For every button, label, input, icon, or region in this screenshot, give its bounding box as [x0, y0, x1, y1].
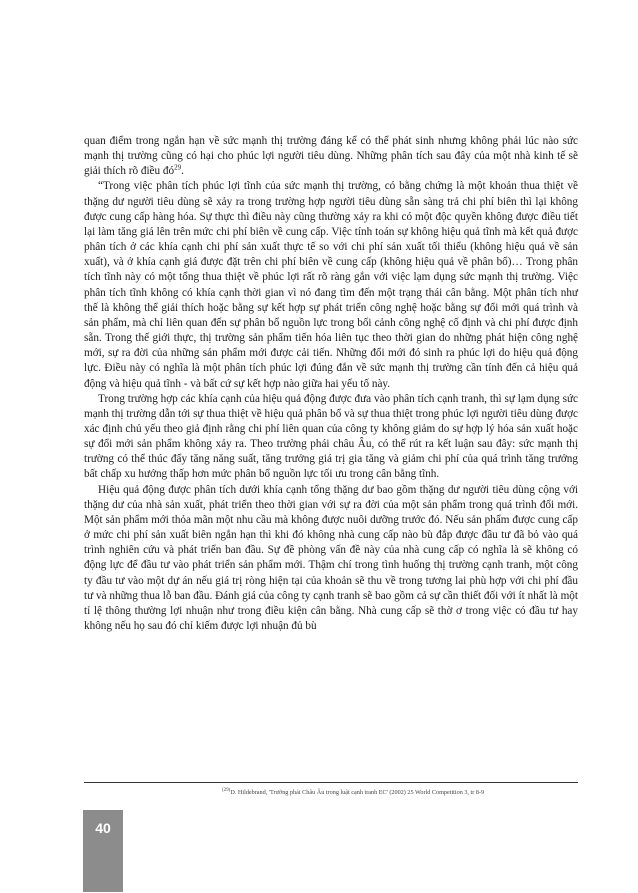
paragraph-1-tail: .	[181, 165, 184, 178]
paragraph-4: Hiệu quả động được phân tích dưới khía cạnh tổng thặng dư bao gồm thặng dư người tiêu dùng cộng với thặng dư của nhà sản xuất, phát triển theo thời gian với sự ra đời của một sản phẩm trong quá trình đổi mới. Một sản phẩm mới thỏa mãn một nhu cầu mà không được nuôi dưỡng trước đó. Nếu sản phẩm được cung cấp ở mức chi phí sản xuất biên ngắn hạn thì khi đó không nhà cung cấp nào bù đắp được đầu tư đã bỏ vào quá trình nghiên cứu và phát triển ban đầu. Sự đề phòng vấn đề này của nhà cung cấp có nghĩa là sẽ không có động lực để đầu tư vào phát triển sản phẩm mới. Thậm chí trong tình huống thị trường cạnh tranh, một công ty đầu tư vào một dự án nếu giá trị ròng hiện tại của khoản sẽ thu về trong tương lai phù hợp với chi phí đầu tư và những thua lỗ ban đầu. Đánh giá của công ty cạnh tranh sẽ bao gồm cả sự cần thiết đối với ít nhất là một tỉ lệ thông thường lợi nhuận như trong điều kiện cân bằng. Nhà cung cấp sẽ thờ ơ trong việc có đầu tư hay không nếu họ sau đó chỉ kiếm được lợi nhuận đủ bù	[84, 483, 578, 632]
paragraph-3: Trong trường hợp các khía cạnh của hiệu quả động được đưa vào phân tích cạnh tranh, thì sự lạm dụng sức mạnh thị trường dẫn tới sự thua thiệt về hiệu quả phân bổ và sự thua thiệt trong phúc lợi người tiêu dùng được xác định chủ yếu theo giả định rằng chi phí liên quan của công ty không giảm do sự hợp lý hóa sản xuất hoặc sự đổi mới sản phẩm không xảy ra. Theo trường phái châu Âu, có thể rút ra kết luận sau đây: sức mạnh thị trường có thể thúc đẩy tăng năng suất, tăng trưởng giá trị gia tăng và giảm chi phí của quá trình tăng trưởng bất chấp xu hướng thấp hơn mức phân bổ nguồn lực tối ưu trong cân bằng tĩnh.	[84, 392, 578, 481]
page-number: 40	[95, 820, 111, 836]
paragraph-1	[84, 134, 578, 179]
footnote-divider	[84, 782, 578, 783]
footnote-text: D. Hildebrand, 'Trường phái Châu Âu trong luật cạnh tranh EC' (2002) 25 World Competition 3, tr 8-9	[230, 789, 485, 797]
footnote-mark: (29)	[222, 788, 231, 793]
paragraph-1-text: quan điểm trong ngắn hạn về sức mạnh thị trường đáng kể có thể phát sinh nhưng không phải lúc nào sức mạnh thị trường cũng có hại cho phúc lợi người tiêu dùng. Những phân tích sau đây của một nhà kinh tế sẽ giải thích rõ điều đó	[84, 135, 578, 178]
paragraph-2: “Trong việc phân tích phúc lợi tĩnh của sức mạnh thị trường, có bằng chứng là một khoản thua thiệt về thặng dư người tiêu dùng sẽ xảy ra trong trường hợp người tiêu dùng sẵn sàng trả chi phí biên thì lại không được cung cấp hàng hóa. Sự thực thì điều này cũng thường xảy ra khi có một độc quyền không được điều tiết lại làm tăng giá lên trên mức chi phí biên về cung cấp. Việc tính toán sự không hiệu quả tĩnh mà kết quả được phân tích ở các khía cạnh chi phí sản xuất thực tế so với chi phí sản xuất tối thiểu (không hiệu quả về sản xuất), và ở khía cạnh giá được đặt trên chi phí biên về cung cấp (không hiệu quả về phân bổ)… Trong phân tích tĩnh này có một tổng thua thiệt về phúc lợi rất rõ ràng gắn với việc lạm dụng sức mạnh thị trường. Việc phân tích tĩnh không có khía cạnh thời gian vì nó đang tìm đến một trạng thái cân bằng. Một phân tích như thế là không thể giải thích hoặc bằng sự kết hợp sự phát triển công nghệ hoặc bằng sự đổi mới quá trình và sản phẩm, mà chỉ liên quan đến sự phân bổ nguồn lực trong bối cảnh công nghệ cố định và chi phí được định sẵn. Trong thế giới thực, thị trường sản phẩm tiến hóa liên tục theo thời gian do những phát hiện công nghệ mới, sự ra đời của những sản phẩm mới được cải tiến. Những đổi mới đó sinh ra phúc lợi do hiệu quả động lực. Điều này có nghĩa là một phân tích phúc lợi đúng đắn về sức mạnh thị trường cần tính đến cả hiệu quả động và hiệu quả tĩnh - và bất cứ sự kết hợp nào giữa hai yếu tố này.	[84, 180, 578, 390]
footnote-ref-29: 29	[174, 163, 182, 172]
page-number-tab	[83, 810, 123, 892]
footnote	[222, 786, 602, 797]
body-text	[84, 134, 578, 634]
